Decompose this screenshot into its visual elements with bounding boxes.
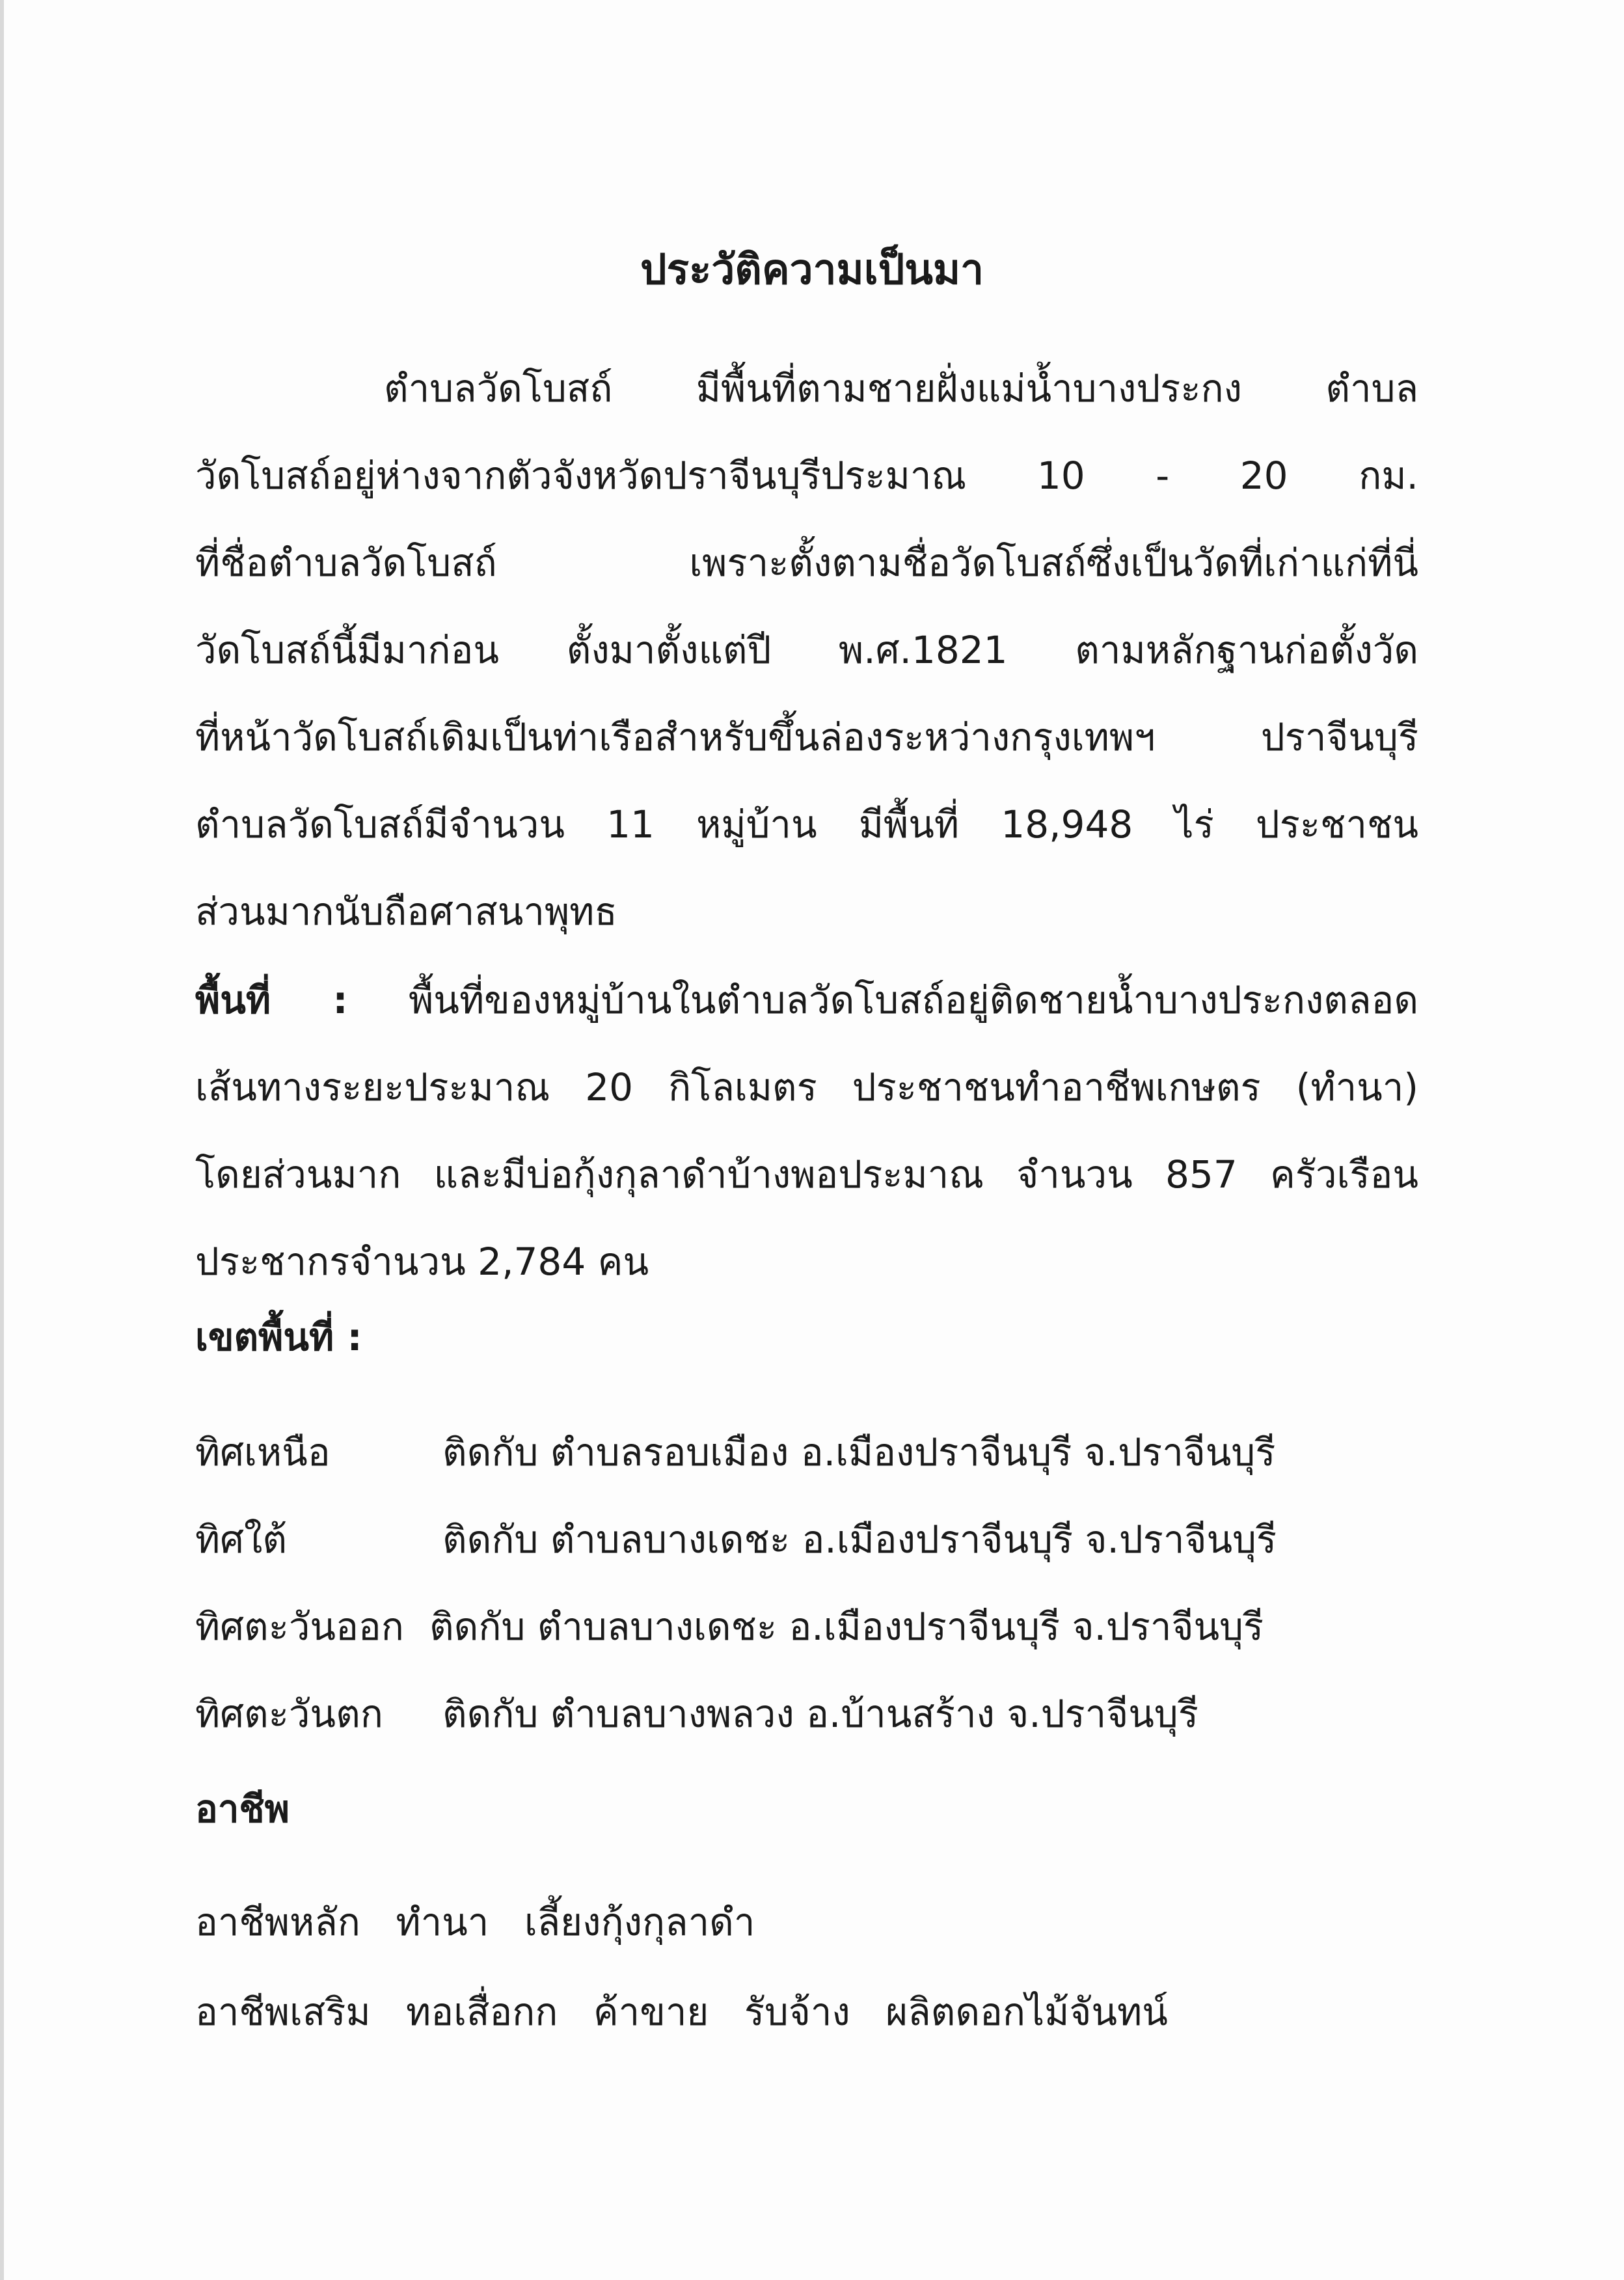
- boundary-row-south: [195, 1496, 1431, 1583]
- boundary-text: ติดกับ ตำบลบางเดชะ อ.เมืองปราจีนบุรี จ.ปราจีนบุรี: [442, 1517, 1277, 1562]
- history-line: ที่หน้าวัดโบสถ์เดิมเป็นท่าเรือสำหรับขึ้นล่องระหว่างกรุงเทพฯ ปราจีนบุรี: [195, 715, 1418, 759]
- career-heading: อาชีพ: [195, 1787, 290, 1831]
- history-line: วัดโบสถ์อยู่ห่างจากตัวจังหวัดปราจีนบุรีประมาณ 10 - 20 กม.: [195, 454, 1418, 498]
- area-label: พื้นที่ :: [195, 978, 348, 1022]
- history-line: ที่ชื่อตำบลวัดโบสถ์ เพราะตั้งตามชื่อวัดโบสถ์ซึ่งเป็นวัดที่เก่าแก่ที่นี่: [195, 541, 1418, 585]
- area-line: โดยส่วนมาก และมีบ่อกุ้งกุลาดำบ้างพอประมาณ จำนวน 857 ครัวเรือน: [195, 1152, 1418, 1197]
- boundary-list: [195, 1409, 1431, 1758]
- boundary-row-west: [195, 1670, 1431, 1758]
- career-main-item: เลี้ยงกุ้งกุลาดำ: [524, 1900, 755, 1944]
- career-main-item: ทำนา: [396, 1900, 489, 1944]
- career-main-label: อาชีพหลัก: [195, 1900, 360, 1944]
- career-extra-label: อาชีพเสริม: [195, 1990, 371, 2034]
- boundary-text: ติดกับ ตำบลรอบเมือง อ.เมืองปราจีนบุรี จ.ปราจีนบุรี: [442, 1430, 1276, 1474]
- history-line: ตำบลวัดโบสถ์มีจำนวน 11 หมู่บ้าน มีพื้นที่ 18,948 ไร่ ประชาชน: [195, 802, 1418, 847]
- career-list: [195, 1877, 1191, 2057]
- page-title: ประวัติความเป็นมา: [640, 246, 984, 294]
- boundary-row-east: [195, 1583, 1431, 1670]
- career-main-row: [195, 1877, 1191, 1967]
- history-paragraph: [195, 345, 1418, 955]
- area-line: ประชากรจำนวน 2,784 คน: [195, 1240, 649, 1284]
- career-extra-item: ทอเสื่อกก: [406, 1990, 558, 2034]
- career-extra-item: ผลิตดอกไม้จันทน์: [886, 1990, 1168, 2034]
- area-line: [195, 957, 1418, 1044]
- boundary-direction: ทิศตะวันออก: [195, 1605, 404, 1649]
- history-line: ส่วนมากนับถือศาสนาพุทธ: [195, 889, 617, 934]
- area-line: เส้นทางระยะประมาณ 20 กิโลเมตร ประชาชนทำอาชีพเกษตร (ทำนา): [195, 1065, 1418, 1109]
- boundary-direction: ทิศตะวันตก: [195, 1692, 383, 1736]
- area-paragraph: [195, 957, 1418, 1305]
- history-line: ตำบลวัดโบสถ์ มีพื้นที่ตามชายฝั่งแม่น้ำบางประกง ตำบล: [384, 366, 1418, 411]
- boundary-direction: ทิศเหนือ: [195, 1430, 331, 1474]
- boundary-row-north: [195, 1409, 1431, 1496]
- boundary-text: ติดกับ ตำบลบางเดชะ อ.เมืองปราจีนบุรี จ.ปราจีนบุรี: [429, 1605, 1264, 1649]
- career-extra-item: ค้าขาย: [593, 1990, 709, 2034]
- scan-edge: [0, 0, 4, 2280]
- history-line: วัดโบสถ์นี้มีมาก่อน ตั้งมาตั้งแต่ปี พ.ศ.1821 ตามหลักฐานก่อตั้งวัด: [195, 628, 1418, 672]
- boundary-direction: ทิศใต้: [195, 1517, 288, 1562]
- boundary-text: ติดกับ ตำบลบางพลวง อ.บ้านสร้าง จ.ปราจีนบุรี: [442, 1692, 1198, 1736]
- boundary-heading: เขตพื้นที่ :: [195, 1315, 362, 1359]
- career-extra-item: รับจ้าง: [744, 1990, 850, 2034]
- area-first-line: พื้นที่ของหมู่บ้านในตำบลวัดโบสถ์อยู่ติดชายน้ำบางประกงตลอด: [409, 978, 1419, 1022]
- career-extra-row: [195, 1967, 1191, 2057]
